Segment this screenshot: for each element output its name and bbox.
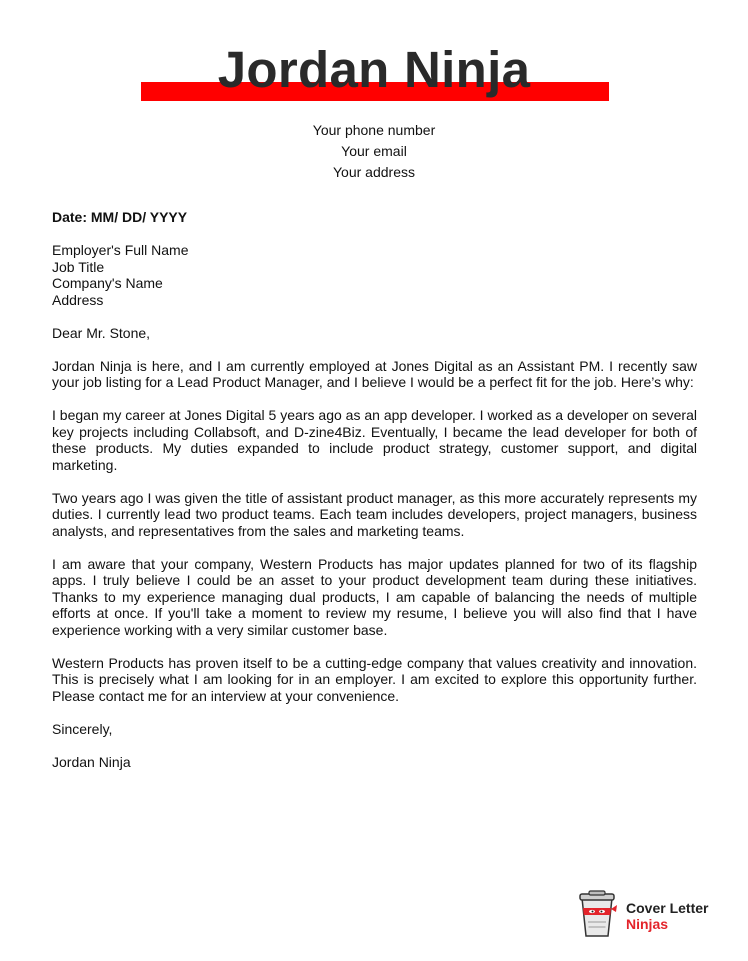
paragraph-company-fit: I am aware that your company, Western Products has major updates planned for two of its flagship apps. I truly believe I could be an asset to your product development team during these initiatives. Thanks to my experience managing dual products, I am capable of balancing the needs of multiple efforts at once. If you'll take a moment to review my resume, I believe you will also find that I have experience working with a very similar customer base. <box>52 555 697 638</box>
contact-phone: Your phone number <box>312 122 436 138</box>
paragraph-career: I began my career at Jones Digital 5 years ago as an app developer. I worked as a developer on several key projects including Collabsoft, and D-zine4Biz. Eventually, I became the lead developer for both of these products. My duties expanded to include product strategy, customer support, and digital marketing. <box>52 407 697 473</box>
logo-wordmark <box>626 900 708 932</box>
recipient-job-title: Job Title <box>52 258 105 275</box>
recipient-full-name: Employer's Full Name <box>52 242 189 258</box>
letter-date: Date: MM/ DD/ YYYY <box>52 209 188 225</box>
recipient-address: Address <box>52 291 104 308</box>
applicant-name: Jordan Ninja <box>217 41 531 98</box>
recipient-company: Company's Name <box>52 275 163 291</box>
letter-body <box>52 209 697 787</box>
contact-email: Your email <box>341 143 407 159</box>
contact-block <box>0 120 748 183</box>
ninja-mascot-icon <box>576 890 618 938</box>
paragraph-closing: Western Products has proven itself to be a cutting-edge company that values creativity and innovation. This is precisely what I am looking for in an employer. I am excited to explore this opportunity further. Please contact me for an interview at your convenience. <box>52 654 697 704</box>
closing: Sincerely, <box>52 720 113 737</box>
logo-line-1: Cover Letter <box>626 900 709 916</box>
logo-line-2: Ninjas <box>626 916 669 932</box>
paragraph-intro: Jordan Ninja is here, and I am currently employed at Jones Digital as an Assistant PM. I recently saw your job listing for a Lead Product Manager, and I believe I would be a perfect fit for the job. Here’s why: <box>52 357 697 390</box>
salutation: Dear Mr. Stone, <box>52 324 151 341</box>
recipient-block <box>52 242 697 308</box>
contact-address: Your address <box>333 164 415 180</box>
signature: Jordan Ninja <box>52 753 131 770</box>
paragraph-current-role: Two years ago I was given the title of assistant product manager, as this more accurately represents my duties. I currently lead two product teams. Each team includes developers, project managers, business analysts, and representatives from the sales and marketing teams. <box>52 489 697 539</box>
brand-logo <box>576 890 726 938</box>
